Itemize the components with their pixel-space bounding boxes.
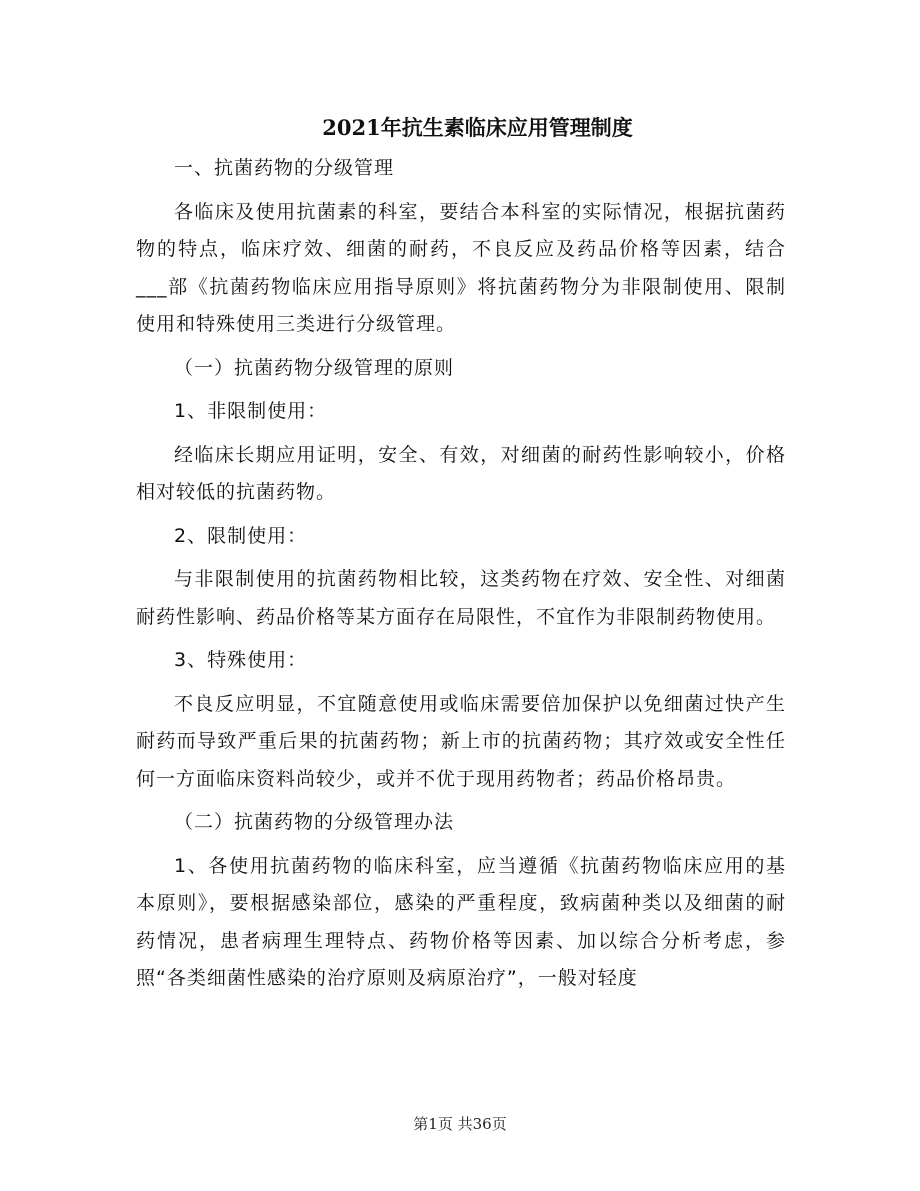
paragraph: 不良反应明显，不宜随意使用或临床需要倍加保护以免细菌过快产生耐药而导致严重后果的抗菌药物；新上市的抗菌药物；其疗效或安全性任何一方面临床资料尚较少，或并不优于现用药物者；药品价格昂贵。 [136, 692, 786, 790]
subsection-heading: （一）抗菌药物分级管理的原则 [174, 356, 455, 379]
item-heading: 2、限制使用： [174, 524, 308, 547]
section-heading: 一、抗菌药物的分级管理 [174, 157, 395, 179]
document-body [136, 150, 786, 1004]
paragraph: 1、各使用抗菌药物的临床科室，应当遵循《抗菌药物临床应用的基本原则》，要根据感染部位，感染的严重程度，致病菌种类以及细菌的耐药情况，患者病理生理特点、药物价格等因素、加以综合分析考虑，参照“各类细菌性感染的治疗原则及病原治疗”，一般对轻度 [136, 854, 786, 989]
item-heading: 3、特殊使用： [174, 649, 308, 671]
paragraph: 与非限制使用的抗菌药物相比较，这类药物在疗效、安全性、对细菌耐药性影响、药品价格等某方面存在局限性，不宜作为非限制药物使用。 [136, 568, 786, 628]
subsection-heading: （二）抗菌药物的分级管理办法 [174, 811, 455, 833]
paragraph: 经临床长期应用证明，安全、有效，对细菌的耐药性影响较小，价格相对较低的抗菌药物。 [136, 443, 786, 503]
page-number-footer: 第1页 共36页 [413, 1115, 507, 1133]
item-heading: 1、非限制使用： [174, 400, 328, 422]
paragraph: 各临床及使用抗菌素的科室，要结合本科室的实际情况，根据抗菌药物的特点，临床疗效、细菌的耐药，不良反应及药品价格等因素，结合___部《抗菌药物临床应用指导原则》将抗菌药物分为非限制使用、限制使用和特殊使用三类进行分级管理。 [136, 200, 786, 335]
document-title: 2021年抗生素临床应用管理制度 [322, 115, 633, 140]
